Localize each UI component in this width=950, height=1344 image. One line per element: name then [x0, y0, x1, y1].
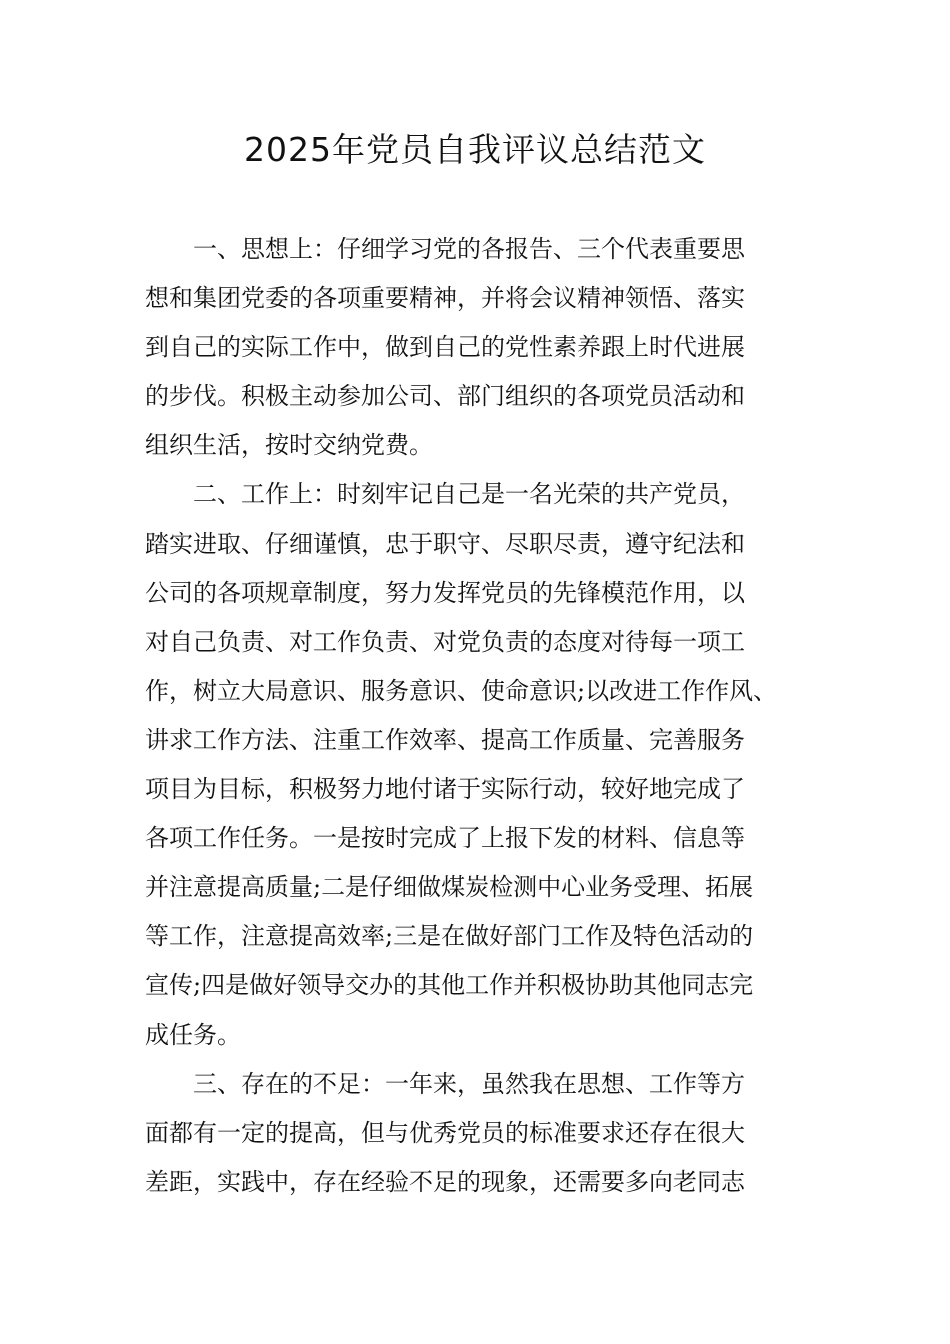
paragraph-line: 各项工作任务。一是按时完成了上报下发的材料、信息等 — [145, 824, 745, 853]
paragraph-line: 项目为目标，积极努力地付诸于实际行动，较好地完成了 — [145, 775, 745, 804]
paragraph-line: 的步伐。积极主动参加公司、部门组织的各项党员活动和 — [145, 382, 745, 411]
paragraph-line: 讲求工作方法、注重工作效率、提高工作质量、完善服务 — [145, 725, 745, 754]
paragraph-line: 踏实进取、仔细谨慎，忠于职守、尽职尽责，遵守纪法和 — [145, 529, 745, 558]
paragraph-line: 对自己负责、对工作负责、对党负责的态度对待每一项工 — [145, 627, 745, 656]
paragraph-line: 面都有一定的提高，但与优秀党员的标准要求还存在很大 — [145, 1118, 745, 1147]
paragraph-line: 成任务。 — [145, 1020, 241, 1049]
paragraph-line: 宣传;四是做好领导交办的其他工作并积极协助其他同志完 — [145, 971, 754, 1000]
paragraph-line: 作，树立大局意识、服务意识、使命意识;以改进工作作风、 — [145, 676, 778, 705]
paragraph-line: 差距，实践中，存在经验不足的现象，还需要多向老同志 — [145, 1167, 745, 1196]
document-body — [145, 225, 810, 1207]
document-title: 2025年党员自我评议总结范文 — [244, 130, 706, 169]
paragraph-line: 到自己的实际工作中，做到自己的党性素养跟上时代进展 — [145, 333, 745, 362]
paragraph-line: 组织生活，按时交纳党费。 — [145, 431, 433, 460]
paragraph-first-line: 二、工作上：时刻牢记自己是一名光荣的共产党员， — [193, 480, 745, 509]
paragraph-first-line: 一、思想上：仔细学习党的各报告、三个代表重要思 — [193, 235, 745, 263]
paragraph-line: 并注意提高质量;二是仔细做煤炭检测中心业务受理、拓展 — [145, 873, 754, 902]
paragraph-line: 公司的各项规章制度，努力发挥党员的先锋模范作用，以 — [145, 578, 745, 607]
paragraph-line: 等工作，注意提高效率;三是在做好部门工作及特色活动的 — [145, 922, 754, 951]
paragraph-first-line: 三、存在的不足：一年来，虽然我在思想、工作等方 — [193, 1069, 745, 1098]
paragraph-line: 想和集团党委的各项重要精神，并将会议精神领悟、落实 — [145, 284, 745, 313]
